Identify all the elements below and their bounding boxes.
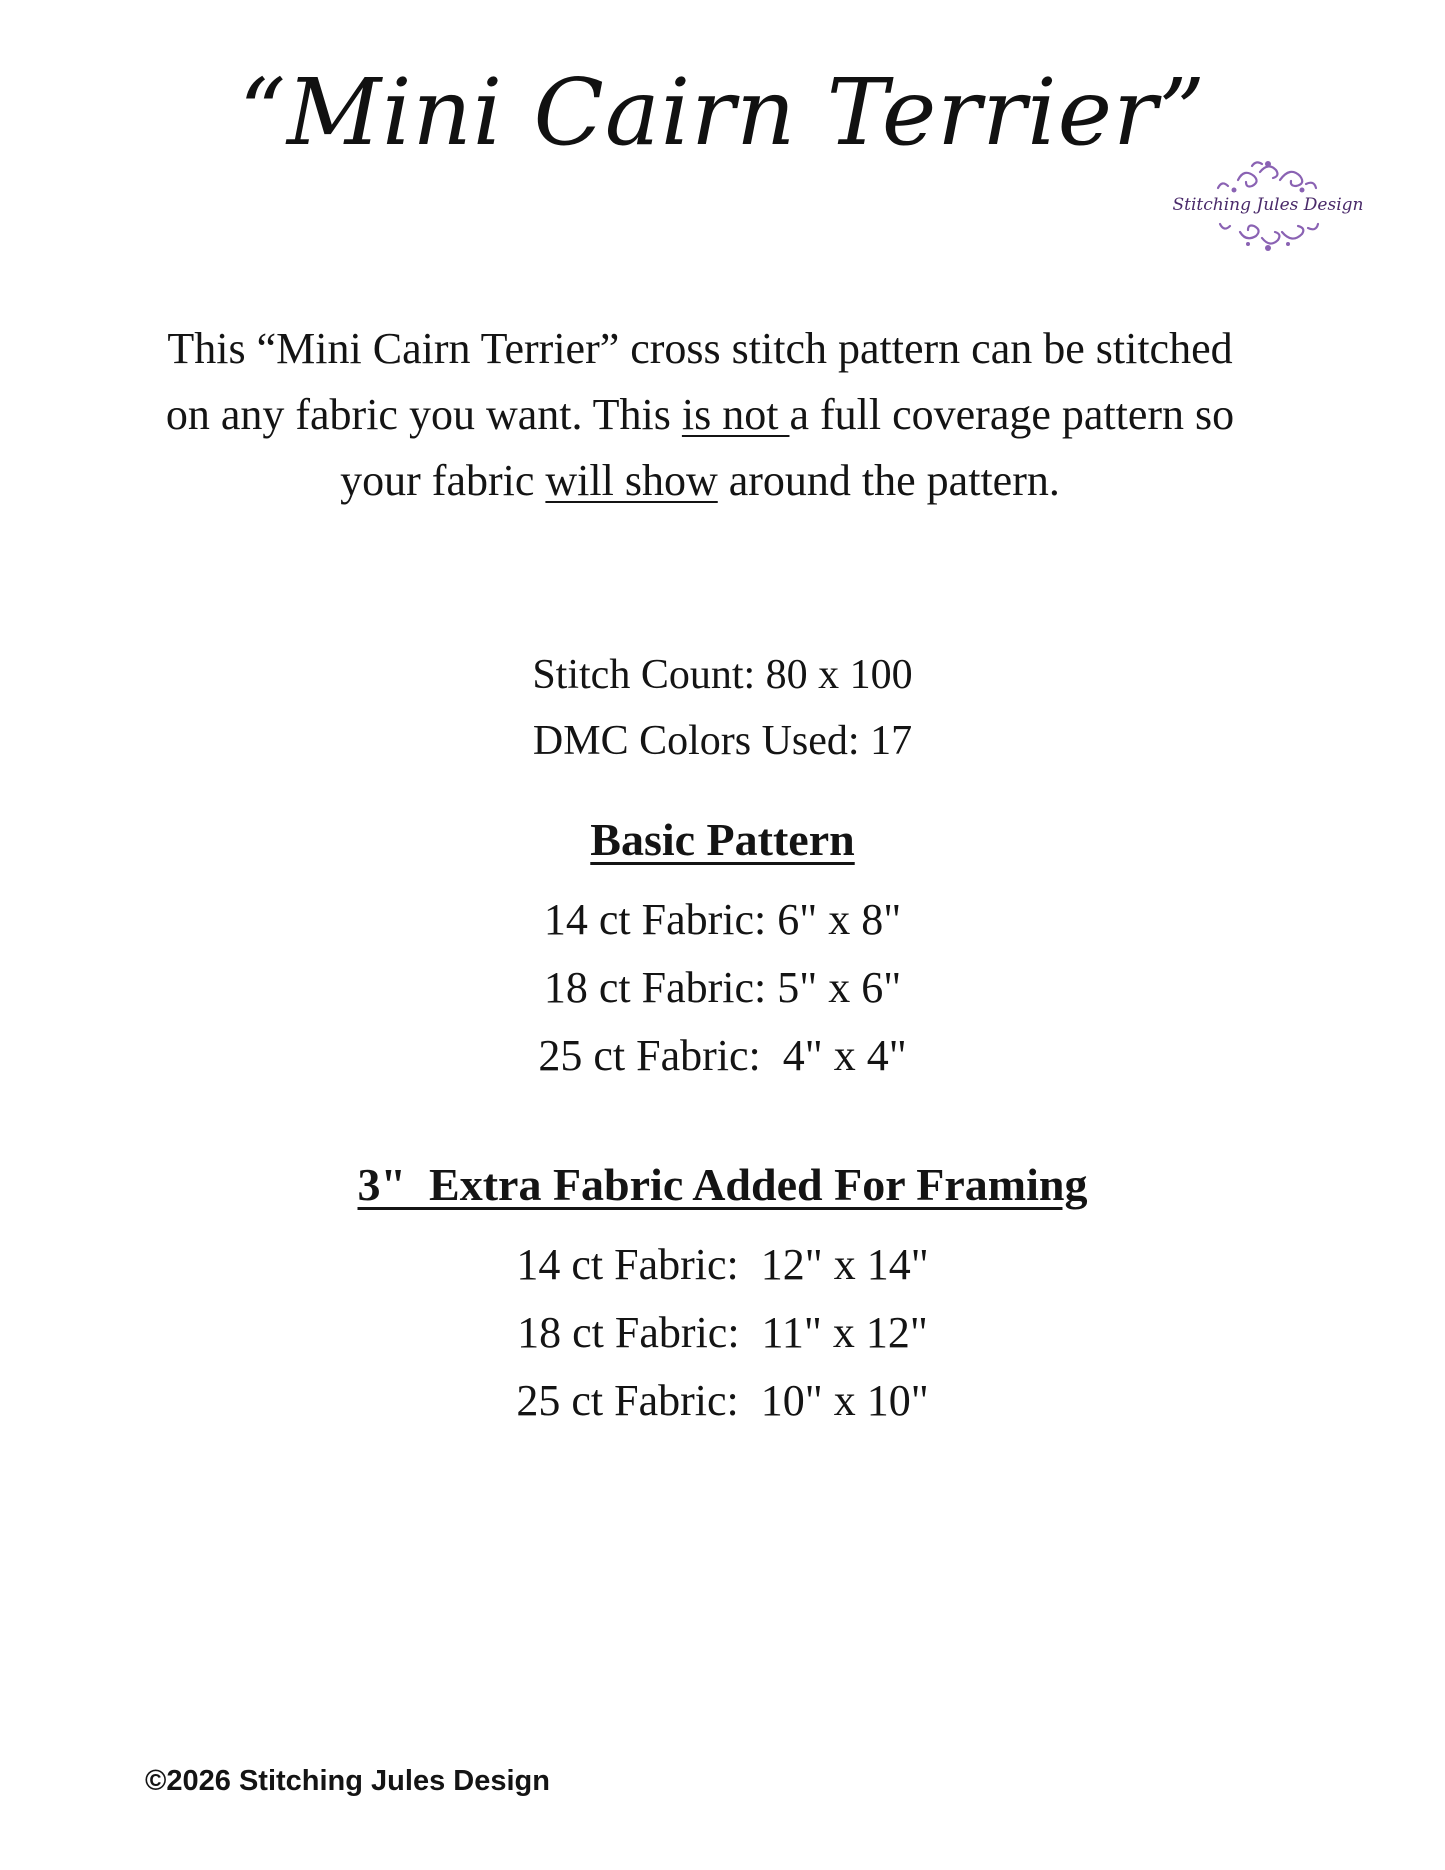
framing-row-25ct: 25 ct Fabric: 10" x 10" [516,1376,929,1425]
intro-emphasis-is-not: is not [681,390,790,439]
brand-logo [1168,150,1368,270]
intro-text-1: This “Mini Cairn Terrier” cross stitch pattern can be stitched on any fabric you want. This [165,324,1233,439]
basic-row-14ct: 14 ct Fabric: 6" x 8" [543,895,902,944]
logo-text: Stitching Jules Design [1172,195,1364,215]
pattern-stats [0,642,1445,774]
intro-paragraph [150,316,1250,514]
basic-pattern-section [0,805,1445,1090]
copyright-footer: ©2026 Stitching Jules Design [145,1765,550,1797]
framing-row-18ct: 18 ct Fabric: 11" x 12" [517,1308,928,1357]
page-title: “Mini Cairn Terrier” [238,59,1207,166]
basic-pattern-heading: Basic Pattern [590,814,855,865]
framing-section [0,1150,1445,1435]
framing-heading [358,1159,1088,1210]
framing-row-14ct: 14 ct Fabric: 12" x 14" [516,1240,929,1289]
intro-text-3: around the pattern. [717,456,1060,505]
intro-emphasis-will-show: will show [545,456,718,505]
basic-row-18ct: 18 ct Fabric: 5" x 6" [543,963,902,1012]
basic-row-25ct: 25 ct Fabric: 4" x 4" [538,1031,907,1080]
framing-heading-text: " Extra Fabric Added For Framing [380,1159,1088,1210]
framing-heading-prefix: 3 [357,1159,381,1210]
stitch-count: Stitch Count: 80 x 100 [532,652,913,698]
dmc-colors-used: DMC Colors Used: 17 [532,718,913,764]
intro-text-2: a full coverage pattern so your fabric [340,390,1235,505]
